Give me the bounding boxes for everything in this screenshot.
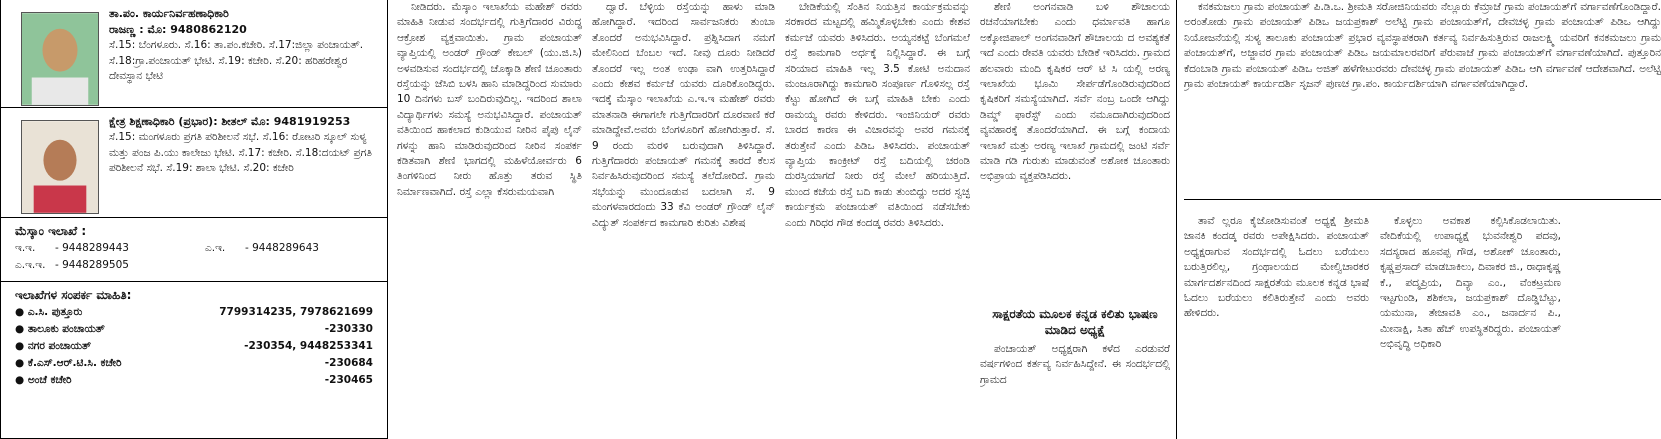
portrait-photo xyxy=(21,120,99,214)
article-text: ತಾವೆ ಲ್ಲರೂ ಕೈಜೋಡಿಸುವಂತೆ ಅಧ್ಯಕ್ಷೆ ಶ್ರೀಮತಿ ಜಾನಕಿ ಕಂದಡ್ಕ ರವರು ಅಪೇಕ್ಷಿಸಿದರು. ಪಂಚಾಯತ್ ಅಧ್ಯಕ್ಷರಾಗುವ ಸಂದರ್ಭದಲ್ಲಿ ಓದಲು ಬರೆಯಲು ಬರುತ್ತಿರಲಿಲ್ಲ, ಗ್ರಂಥಾಲಯದ ಮೇಲ್ವಿಚಾರಕರ ಮಾರ್ಗದರ್ಶನದಿಂದ ಸಾಕ್ಷರತೆಯ ಮೂಲಕ ಕನ್ನಡ ಭಾಷೆ ಓದಲು ಬರೆಯಲು ಕಲಿತಿರುತ್ತೇನೆ ಎಂದು ಅವರು ಹೇಳಿದರು. xyxy=(1184,215,1369,320)
mescom-section xyxy=(1,218,387,282)
transfer-news xyxy=(1184,0,1661,200)
contact-item xyxy=(15,304,373,321)
contact-number: 7799314235, 7978621699 xyxy=(219,306,373,318)
article-text: ಕೊಳ್ಳಲು ಅವಕಾಶ ಕಲ್ಪಿಸಿಕೊಡಲಾಯಿತು. ವೇದಿಕೆಯಲ್ಲಿ ಉಪಾಧ್ಯಕ್ಷೆ ಭುವನೇಶ್ವರಿ ಪದವು, ಸದಸ್ಯರಾದ ಹೂವಪ್ಪ ಗೌಡ, ಅಶೋಕ್ ಚೂಂತಾರು, ಕೃಷ್ಣಪ್ರಸಾದ್ ಮಾಡಬಾಕಿಲು, ದಿವಾಕರ ಜಿ., ರಾಧಾಕೃಷ್ಣ ಕೆ., ಪದ್ಮಪ್ರಿಯ, ದಿವ್ಯಾ ಎಂ., ವೆಂಕಟ್ರಮಣ ಇಟ್ಟಗುಂಡಿ, ಶಶಿಕಲಾ, ಜಯಪ್ರಕಾಶ್ ದೊಡ್ಡಿಬೆಟ್ಟು, ಯಮುನಾ, ತೇಜಾವತಿ ಎಂ., ಜನಾರ್ದನ ಪಿ., ಮೀನಾಕ್ಷಿ, ಸಿತಾ ಹೆಚ್ ಉಪಸ್ಥಿತರಿದ್ದರು. ಪಂಚಾಯತ್ ಅಭಿವೃದ್ಧಿ ಅಧಿಕಾರಿ xyxy=(1380,215,1561,351)
article-text: ಶೇಣಿ ಅಂಗನವಾಡಿ ಬಳಿ ಶೌಚಾಲಯ ರಚನೆಯಾಗಬೇಕು ಎಂದು ಧರ್ಮಾವತಿ ಹಾಗೂ ಅಕ್ಕೋಜಿಪಾಲ್ ಅಂಗನವಾಡಿಗೆ ಶೌಚಾಲಯ ದ ಅವಶ್ಯಕತೆ ಇದೆ ಎಂದು ರೇವತಿ ಯವರು ಬೇಡಿಕೆ ಇರಿಸಿದರು. ಗ್ರಾಮದ ಹಲವಾರು ಮಂದಿ ಕೃಷಿಕರ ಆರ್ ಟಿ ಸಿ ಯಲ್ಲಿ ಅರಣ್ಯ ಇಲಾಖೆಯ ಭೂಮಿ ಸೇರ್ಪಡೆಗೊಂಡಿರುವುದರಿಂದ ಕೃಷಿಕರಿಗೆ ಸಮಸ್ಯೆಯಾಗಿದೆ. ಸರ್ವೆ ನಂಬ್ರ ಒಂದೇ ಆಗಿದ್ದು ಡಿಮ್ಡ್ ಫಾರೆಸ್ಟ್ ಎಂದು ನಮೂದಾಗಿರುವುದರಿಂದ ವ್ಯವಹಾರಕ್ಕೆ ತೊಂದರೆಯಾಗಿದೆ. ಈ ಬಗ್ಗೆ ಕಂದಾಯ ಇಲಾಖೆ ಮತ್ತು ಅರಣ್ಯ ಇಲಾಖೆ ಗ್ರಾಮದಲ್ಲಿ ಜಂಟಿ ಸರ್ವೆ ಮಾಡಿ ಗಡಿ ಗುರುತು ಮಾಡುವಂತೆ ಅಶೋಕ ಚೂಂತಾರು ಅಭಿಪ್ರಾಯ ವ್ಯಕ್ತಪಡಿಸಿದರು. xyxy=(980,1,1170,183)
contacts-section xyxy=(1,282,387,389)
contact-number: -230330 xyxy=(324,323,373,335)
article-column xyxy=(785,0,970,439)
contact-number: -230465 xyxy=(324,374,373,386)
profile-schedule: ಸೆ.15: ಮಂಗಳೂರು ಪ್ರಗತಿ ಪರಿಶೀಲನೆ ಸಭೆ. ಸೆ.16: ರೋಟರಿ ಸ್ಕೂಲ್ ಸುಳ್ಯ ಮತ್ತು ಪಂಜ ಪಿ.ಯು ಕಾಲೇಜು ಭೇಟಿ. ಸೆ.17: ಕಚೇರಿ. ಸೆ.18:ದಯಟ್ ಪ್ರಗತಿ ಪರಿಶೀಲನೆ ಸಭೆ. ಸೆ.19: ಶಾಲಾ ಭೇಟಿ. ಸೆ.20: ಕಚೇರಿ xyxy=(109,131,372,174)
phone: - 9448289443 xyxy=(55,242,129,254)
contact-item xyxy=(15,372,373,389)
profile-schedule: ಸೆ.15: ಬೆಂಗಳೂರು. ಸೆ.16: ತಾ.ಪಂ.ಕಚೇರಿ. ಸೆ.17:ಜಿಲ್ಲಾ ಪಂಚಾಯತ್. ಸೆ.18:ಗ್ರಾ.ಪಂಚಾಯತ್ ಭೇಟಿ. ಸೆ.19: ಕಚೇರಿ. ಸೆ.20: ಹರಿಹರೇಶ್ವರ ದೇವಸ್ಥಾನ ಭೇಟಿ xyxy=(109,39,364,82)
role: ಎ.ಇ.ಇ. xyxy=(15,259,46,271)
profile-beo xyxy=(1,108,387,218)
profile-title: ತಾ.ಪಂ. ಕಾರ್ಯನಿರ್ವಹಣಾಧಿಕಾರಿ xyxy=(109,7,229,20)
subheading: ಸಾಕ್ಷರತೆಯ ಮೂಲಕ ಕನ್ನಡ ಕಲಿತು ಭಾಷಣ ಮಾಡಿದ ಅಧ್ಯಕ್ಷೆ xyxy=(992,307,1158,337)
contact-name: ● ನಗರ ಪಂಚಾಯತ್ xyxy=(15,340,92,352)
mescom-row xyxy=(15,240,373,257)
mescom-title: ಮೆಸ್ಕಾಂ ಇಲಾಖೆ : xyxy=(15,224,87,238)
info-sidebar xyxy=(0,0,388,439)
article-text: ದ್ವಾರೆ. ಬೆಳ್ಳಿಯ ರಸ್ತೆಯನ್ನು ಹಾಳು ಮಾಡಿ ಹೋಗಿದ್ದಾರೆ. ಇದರಿಂದ ಸಾರ್ವಜನಿಕರು ತುಂಬಾ ತೊಂದರೆ ಅನುಭವಿಸಿದ್ದಾರೆ. ಪ್ರಶ್ನಿಸಿದಾಗ ನಮಗೆ ಮೇಲಿನಿಂದ ಬೆಂಬಲ ಇದೆ. ನೀವು ದೂರು ನೀಡಿದರೆ ತೊಂದರೆ ಇಲ್ಲ ಅಂತ ಉಢಾ ವಾಗಿ ಉತ್ತರಿಸಿದ್ದಾರೆ ಎಂದು ಕೇಶವ ಕರ್ಮಜೆ ಯವರು ದೂರಿಕೊಂಡಿದ್ದರು. ಇದಕ್ಕೆ ಮೆಸ್ಕಾಂ ಇಲಾಖೆಯ ಎ.ಇ.ಇ ಮಹೇಶ್ ರವರು ಮಾತನಾಡಿ ಈಗಾಗಲೇ ಗುತ್ತಿಗೆದಾರರಿಗೆ ದೂರವಾಣಿ ಕರೆ ಮಾಡಿದ್ದೇವೆ.ಅವರು ಬೆಂಗಳೂರಿಗೆ ಹೋಗಿರುತ್ತಾರೆ. ಸೆ. 9 ರಂದು ಮರಳಿ ಬರುವುದಾಗಿ ತಿಳಿಸಿದ್ದಾರೆ. ಗುತ್ತಿಗೆದಾರರು ಪಂಚಾಯತ್ ಗಮನಕ್ಕೆ ತಾರದೆ ಕೆಲಸ ನಿರ್ವಹಿಸಿರುವುದರಿಂದ ಸಮಸ್ಯೆ ತಲೆದೋರಿದೆ. ಗ್ರಾಮ ಸಭೆಯನ್ನು ಮುಂದೂಡುವ ಬದಲಾಗಿ ಸೆ. 9 ಮಂಗಳವಾರದಂದು 33 ಕೆವಿ ಅಂಡರ್ ಗ್ರೌಂಡ್ ಲೈನ್ ವಿದ್ಯುತ್ ಸಂಪರ್ಕದ ಕಾಮಗಾರಿ ಕುರಿತು ವಿಶೇಷ xyxy=(592,1,775,229)
contact-number: -230684 xyxy=(324,357,373,369)
article-column xyxy=(1380,214,1561,439)
article-column xyxy=(397,0,582,439)
contacts-title: ಇಲಾಖೆಗಳ ಸಂಪರ್ಕ ಮಾಹಿತಿ: xyxy=(15,288,132,302)
article-column xyxy=(592,0,775,439)
article-text: ಪಂಚಾಯತ್ ಅಧ್ಯಕ್ಷರಾಗಿ ಕಳೆದ ಎರಡುವರೆ ವರ್ಷಗಳಿಂದ ಕರ್ತವ್ಯ ನಿರ್ವಹಿಸಿದ್ದೇನೆ. ಈ ಸಂದರ್ಭದಲ್ಲಿ ಗ್ರಾಮದ xyxy=(980,343,1170,386)
mescom-row xyxy=(15,257,373,274)
contact-item xyxy=(15,321,373,338)
phone: - 9448289505 xyxy=(55,259,129,271)
contact-item xyxy=(15,355,373,372)
profile-contact: ರಾಜಣ್ಣ : ಮೊ: 9480862120 xyxy=(109,23,247,36)
contact-name: ● ಕೆ.ಎಸ್.ಆರ್.ಟಿ.ಸಿ. ಕಚೇರಿ xyxy=(15,357,122,369)
profile-title: ಕ್ಷೇತ್ರ ಶಿಕ್ಷಣಾಧಿಕಾರಿ (ಪ್ರಭಾರ): ಶೀತಲ್ ಮೊ: 9481919253 xyxy=(109,115,351,128)
column-divider xyxy=(1176,0,1177,439)
contact-name: ● ಅಂಚೆ ಕಚೇರಿ xyxy=(15,374,72,386)
article-text: ಬೇಡಿಕೆಯಲ್ಲಿ ಸೆಂತಿನ ನಿಯತ್ತಿನ ಕಾರ್ಯಕ್ರಮವನ್ನು ಸರಕಾರದ ಮಟ್ಟದಲ್ಲಿ ಹಮ್ಮಿಕೊಳ್ಳಬೇಕು ಎಂದು ಕೇಶವ ಕರ್ಮಜೆ ಯವರು ತಿಳಿಸಿದರು. ಅಯ್ಯನಕಟ್ಟೆ ಬೆಂಗಮಲೆ ರಸ್ತೆ ಕಾಮಗಾರಿ ಅರ್ಧಕ್ಕೆ ನಿಲ್ಲಿಸಿದ್ದಾರೆ. ಈ ಬಗ್ಗೆ ಸರಿಯಾದ ಮಾಹಿತಿ ಇಲ್ಲ 3.5 ಕೋಟಿ ಅನುದಾನ ಮಂಜೂರಾಗಿದ್ದು ಕಾಮಗಾರಿ ಸಂಪೂರ್ಣ ಗೊಳಿಸಲ್ಲ ರಸ್ತೆ ಕೆಟ್ಟು ಹೋಗಿದೆ ಈ ಬಗ್ಗೆ ಮಾಹಿತಿ ಬೇಕು ಎಂದು ರಾಮಯ್ಯ ರವರು ಕೇಳಿದರು. ಇಂಜಿನಿಯರ್ ರವರು ಬಾರದ ಕಾರಣ ಈ ವಿಚಾರವನ್ನು ಅವರ ಗಮನಕ್ಕೆ ತರುತ್ತೇನೆ ಎಂದು ಪಿಡಿಒ ತಿಳಿಸಿದರು. ಪಂಚಾಯತ್ ವ್ಯಾಪ್ತಿಯ ಕಾಂಕ್ರೀಟ್ ರಸ್ತೆ ಬದಿಯಲ್ಲಿ ಚರಂಡಿ ದುರಸ್ತಿಯಾಗದೆ ನೀರು ರಸ್ತೆ ಮೇಲೆ ಹರಿಯುತ್ತಿದೆ. ಮುಂದ ಕಜೆಯ ರಸ್ತೆ ಬದಿ ಕಾಡು ತುಂಬಿದ್ದು ಅದರ ಸ್ವಚ್ಛ ಕಾರ್ಯಕ್ರಮ ಪಂಚಾಯತ್ ವತಿಯಿಂದ ನಡೆಸಬೇಕು ಎಂದು ಗಿರಿಧರ ಗೌಡ ಕಂದಡ್ಕ ರವರು ತಿಳಿಸಿದರು. xyxy=(785,1,970,229)
profile-eo xyxy=(1,0,387,108)
article-column xyxy=(980,0,1170,439)
contact-number: -230354, 9448253341 xyxy=(244,340,373,352)
role: ಎ.ಇ. xyxy=(205,242,226,254)
article-text: ನೀಡಿದರು. ಮೆಸ್ಕಾಂ ಇಲಾಖೆಯ ಮಹೇಶ್ ರವರು ಮಾಹಿತಿ ನೀಡುವ ಸಂದರ್ಭದಲ್ಲಿ ಗುತ್ತಿಗೆದಾರರ ವಿರುದ್ಧ ಆಕ್ರೋಶ ವ್ಯಕ್ತವಾಯಿತು. ಗ್ರಾಮ ಪಂಚಾಯತ್ ವ್ಯಾಪ್ತಿಯಲ್ಲಿ ಅಂಡರ್ ಗ್ರೌಂಡ್ ಕೇಬಲ್ (ಯು.ಜಿ.ಸಿ) ಅಳವಡಿಸುವ ಸಂದರ್ಭದಲ್ಲಿ ಚೊಕ್ಕಾಡಿ ಶೇಣಿ ಚೂಂತಾರು ರಸ್ತೆಯನ್ನು ಜೆಸಿಬಿ ಬಳಸಿ ಹಾನಿ ಮಾಡಿದ್ದರಿಂದ ಸುಮಾರು 10 ದಿನಗಳು ಬಸ್ ಬಂದಿರುವುದಿಲ್ಲ. ಇದರಿಂದ ಶಾಲಾ ವಿದ್ಯಾರ್ಥಿಗಳು ಸಮಸ್ಯೆ ಅನುಭವಿಸಿದ್ದಾರೆ. ಪಂಚಾಯತ್ ವತಿಯಿಂದ ಹಾಕಲಾದ ಕುಡಿಯುವ ನೀರಿನ ಪೈಪು ಲೈನ್ ಗಳನ್ನು ಹಾನಿ ಮಾಡಿರುವುದರಿಂದ ನೀರಿನ ಸಂಪರ್ಕ ಕಡಿತವಾಗಿ ಶೇಣಿ ಭಾಗದಲ್ಲಿ ಮಹಿಳೆಯೋರ್ವರು 6 ತಿಂಗಳಿನಿಂದ ನೀರು ಹೊತ್ತು ತರುವ ಸ್ಥಿತಿ ನಿರ್ಮಾಣವಾಗಿದೆ. ರಸ್ತೆ ಎಲ್ಲಾ ಕೆಸರುಮಯವಾಗಿ xyxy=(397,1,582,198)
phone: - 9448289643 xyxy=(245,242,319,254)
role: ಇ.ಇ. xyxy=(15,242,36,254)
contact-name: ● ತಾಲೂಕು ಪಂಚಾಯತ್ xyxy=(15,323,105,335)
article-text: ಕನಕಮಜಲು ಗ್ರಾಮ ಪಂಚಾಯತ್ ಪಿ.ಡಿ.ಒ. ಶ್ರೀಮತಿ ಸರೋಜಿನಿಯವರು ನೆಲ್ಲೂರು ಕೆಮ್ರಾಜೆ ಗ್ರಾಮ ಪಂಚಾಯತ್‌ಗೆ ವರ್ಗಾವಣೆಗೊಂಡಿದ್ದಾರೆ. ಅರಂತೋಡು ಗ್ರಾಮ ಪಂಚಾಯತ್ ಪಿಡಿಒ ಜಯಪ್ರಕಾಶ್ ಅಲೆಟ್ಟಿ ಗ್ರಾಮ ಪಂಚಾಯತ್‌ಗೆ, ದೇವಚಳ್ಳ ಗ್ರಾಮ ಪಂಚಾಯತ್ ಪಿಡಿಒ ಆಗಿದ್ದು ನಿಯೋಜನೆಯಲ್ಲಿ ಸುಳ್ಯ ತಾಲೂಕು ಪಂಚಾಯತ್ ಪ್ರಭಾರ ವ್ಯವಸ್ಥಾಪಕರಾಗಿ ಕರ್ತವ್ಯ ನಿರ್ವಹಿಸುತ್ತಿರುವ ರಾಜಲಕ್ಷ್ಮಿ ಯವರಿಗೆ ಕನಕಮಜಲು ಗ್ರಾಮ ಪಂಚಾಯತ್‌ಗೆ, ಅಜ್ಜಾವರ ಗ್ರಾಮ ಪಂಚಾಯತ್ ಪಿಡಿಒ ಜಯಮಾಲರವರಿಗೆ ಪೆರುವಾಜೆ ಗ್ರಾಮ ಪಂಚಾಯತ್‌ಗೆ ವರ್ಗಾವಣೆಯಾಗಿದೆ. ಪುತ್ತೂರಿನ ಕೆದಂಬಾಡಿ ಗ್ರಾಮ ಪಂಚಾಯತ್ ಪಿಡಿಒ ಅಜಿತ್ ಹಳೆಗೇಟುರವರು ದೇವಚಳ್ಳ ಗ್ರಾಮ ಪಂಚಾಯತ್ ಪಿಡಿಒ ಆಗಿ ವರ್ಗಾವಣೆ ಆದೇಶವಾಗಿದೆ. ಅಲೆಟ್ಟಿ ಗ್ರಾಮ ಪಂಚಾಯತ್ ಕಾರ್ಯದರ್ಶಿ ಸೃಜನ್ ಪುಣಚ ಗ್ರಾ.ಪಂ. ಕಾರ್ಯದರ್ಶಿಯಾಗಿ ವರ್ಗಾವಣೆಯಾಗಿದ್ದಾರೆ. xyxy=(1184,1,1661,91)
contact-item xyxy=(15,338,373,355)
portrait-photo xyxy=(21,12,99,106)
contact-name: ● ಎ.ಸಿ. ಪುತ್ತೂರು xyxy=(15,306,83,318)
article-column xyxy=(1184,214,1369,439)
